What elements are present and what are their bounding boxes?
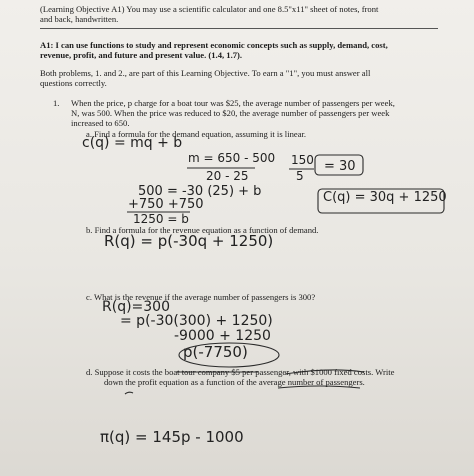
- problem-text-line-2: N, was 500. When the price was reduced to $20, the average number of passengers per week: [71, 108, 390, 118]
- pen-mark: [125, 392, 133, 394]
- question-d-line-1: d. Suppose it costs the boat tour company $5 per passenger, with $1000 fixed costs. Write: [86, 367, 395, 377]
- instructions-line-1: Both problems, 1. and 2., are part of this Learning Objective. To earn a "1", you must answer all: [40, 68, 371, 78]
- header-line-2: and back, handwritten.: [40, 14, 119, 24]
- handwritten-revenue-value: p(-7750): [183, 343, 248, 361]
- problem-text-line-3: increased to 650.: [71, 118, 130, 128]
- handwritten-c-step-3: -9000 + 1250: [174, 328, 271, 344]
- demand-answer-box: [318, 189, 444, 213]
- underline-fixed-costs: [285, 370, 364, 374]
- slope-answer-box: [315, 155, 363, 175]
- handwritten-c-step-2: = p(-30(300) + 1250): [120, 313, 273, 329]
- handwritten-c-step-1: R(q)=300: [102, 299, 170, 315]
- handwritten-fraction-numerator: 150: [291, 153, 314, 167]
- handwritten-slope-result: = 30: [324, 159, 356, 174]
- handwritten-revenue-answer: R(q) = p(-30q + 1250): [104, 232, 274, 250]
- handwritten-add-both-sides: +750 +750: [128, 197, 204, 212]
- handwritten-substitution: 500 = -30 (25) + b: [138, 184, 262, 199]
- handwritten-slope: m = 650 - 500: [188, 151, 276, 165]
- handwritten-demand-answer: C(q) = 30q + 1250: [323, 190, 447, 205]
- question-a: a. Find a formula for the demand equation, assuming it is linear.: [86, 129, 307, 139]
- problem-number: 1.: [53, 98, 60, 108]
- question-d-line-2: down the profit equation as a function of the average number of passengers.: [104, 377, 365, 387]
- problem-text-line-1: When the price, p charge for a boat tour was $25, the average number of passengers per week,: [71, 98, 395, 108]
- handwritten-line-form: c(q) = mq + b: [82, 135, 183, 151]
- header-line-1: (Learning Objective A1) You may use a scientific calculator and one 8.5"x11" sheet of notes, front: [40, 4, 379, 14]
- objective-line-1: A1: I can use functions to study and represent economic concepts such as supply, demand, cost,: [40, 40, 388, 50]
- question-b: b. Find a formula for the revenue equation as a function of demand.: [86, 225, 319, 235]
- objective-line-2: revenue, profit, and future and present value. (1.4, 1.7).: [40, 50, 243, 60]
- instructions-line-2: questions correctly.: [40, 78, 107, 88]
- handwritten-profit-answer: π(q) = 145p - 1000: [100, 428, 244, 446]
- underline-passengers: [278, 386, 360, 388]
- question-c: c. What is the revenue if the average number of passengers is 300?: [86, 292, 316, 302]
- handwritten-intercept: 1250 = b: [133, 212, 189, 226]
- handwritten-slope-denominator: 20 - 25: [206, 169, 249, 183]
- revenue-answer-circle: [179, 343, 279, 367]
- handwritten-fraction-denominator: 5: [296, 169, 304, 183]
